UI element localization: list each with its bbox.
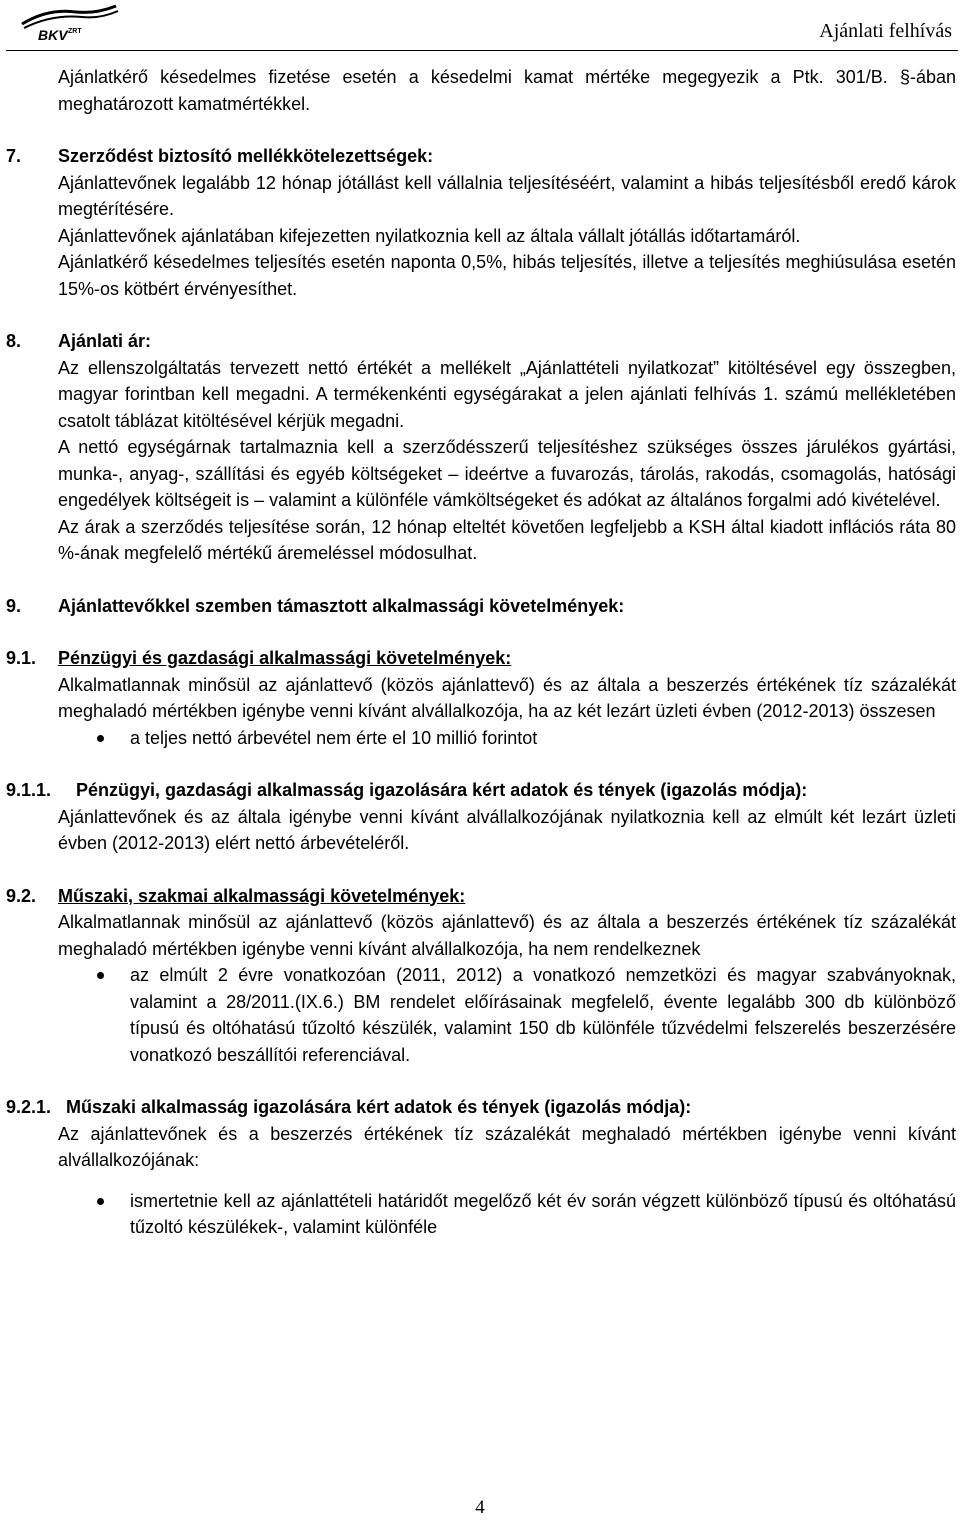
section-9-1-1 [6,777,956,857]
section-9-1-1-heading: Pénzügyi, gazdasági alkalmasság igazolására kért adatok és tények (igazolás módja): [76,780,808,800]
logo-text: BKV [38,27,68,43]
section-8-paragraph-1: Az ellenszolgáltatás tervezett nettó értékét a mellékelt „Ajánlattételi nyilatkozat” kitöltésével egy összegben, magyar forintban kell megadni. A termékenkénti egységárakat a jelen ajánlati felhívás 1. számú mellékletében csatolt táblázat kitöltésével kérjük megadni. [58,357,956,431]
section-9-1-1-number: 9.1.1. [6,780,52,800]
section-7-number: 7. [6,146,22,166]
section-9-2-bullet-list [58,962,956,1068]
list-item-text: a teljes nettó árbevétel nem érte el 10 millió forintot [130,727,538,748]
section-9-1-number: 9.1. [6,648,37,668]
list-item [58,1188,956,1241]
section-9-2-1-heading: Műszaki alkalmasság igazolására kért adatok és tények (igazolás módja): [66,1097,692,1117]
page-number: 4 [475,1497,485,1518]
section-9-2-1-bullet-list [58,1188,956,1241]
section-7-paragraph-1: Ajánlattevőnek legalább 12 hónap jótállást kell vállalnia teljesítéséért, valamint a hibás teljesítésből eredő károk megtérítésére. [58,172,956,219]
section-8-number: 8. [6,331,22,351]
section-9 [6,593,956,620]
section-9-2-heading: Műszaki, szakmai alkalmassági követelmények: [58,885,466,906]
list-item [58,962,956,1068]
bullet-icon [97,735,104,742]
section-8-paragraph-2: A nettó egységárnak tartalmaznia kell a szerződésszerű teljesítéshez szükséges összes járulékos gyártási, munka-, anyag-, szállítási és egyéb költségeket – ideértve a fuvarozás, tárolás, rakodás, csomagolás, hatósági engedélyek költségeit is – valamint a különféle vámköltségeket és adókat az általános forgalmi adó kivételével. [58,437,956,510]
section-7-paragraph-3: Ajánlatkérő késedelmes teljesítés esetén naponta 0,5%, hibás teljesítés, illetve a teljesítés meghiúsulása esetén 15%-os kötbért érvényesíthet. [58,252,956,299]
section-9-1 [6,645,956,751]
document-title: Ajánlati felhívás [819,20,952,42]
bullet-icon [97,972,104,979]
section-9-1-paragraph: Alkalmatlannak minősül az ajánlattevő (közös ajánlattevő) és az általa a beszerzés értékének tíz százalékát meghaladó mértékben igénybe venni kívánt alvállalkozója, ha az két lezárt üzleti évben (2012-2013) összesen [58,674,956,721]
section-7-heading: Szerződést biztosító mellékkötelezettségek: [58,146,434,166]
page-header [0,0,960,56]
section-8 [6,328,956,567]
section-9-2-1-number: 9.2.1. [6,1097,52,1117]
section-9-2-1 [6,1094,956,1241]
list-item-text: az elmúlt 2 évre vonatkozóan (2011, 2012) a vonatkozó nemzetközi és magyar szabványoknak, valamint a 28/2011.(IX.6.) BM rendelet előírásainak megfelelő, évente legalább 300 db különböző típusú és oltóhatású tűzoltó készülék, valamint 150 db különféle tűzvédelmi felszerelés beszerzésére vonatkozó beszállítói referenciával. [130,965,956,1065]
section-9-1-bullet-list [58,725,956,752]
section-9-1-1-paragraph: Ajánlattevőnek és az általa igénybe venni kívánt alvállalkozójának nyilatkoznia kell az elmúlt két lezárt üzleti évben (2012-2013) elért nettó árbevételéről. [58,806,956,853]
section-9-2-paragraph: Alkalmatlannak minősül az ajánlattevő (közös ajánlattevő) és az általa a beszerzés értékének tíz százalékát meghaladó mértékben igénybe venni kívánt alvállalkozója, ha nem rendelkeznek [58,912,956,959]
list-item [58,725,956,752]
list-item-text: ismertetnie kell az ajánlattételi határidőt megelőző két év során végzett különböző típusú és oltóhatású tűzoltó készülékek-, valamint különféle [130,1190,956,1237]
document-body [6,64,956,1241]
section-7 [6,143,956,302]
section-8-paragraph-3: Az árak a szerződés teljesítése során, 12 hónap elteltét követően legfeljebb a KSH által kiadott inflációs ráta 80 %-ának megfelelő mértékű áremeléssel módosulhat. [58,516,956,563]
header-divider [6,50,958,51]
section-9-number: 9. [6,595,22,616]
section-9-heading: Ajánlattevőkkel szemben támasztott alkalmassági követelmények: [58,595,625,616]
bkv-logo [18,2,122,44]
section-7-paragraph-2: Ajánlattevőnek ajánlatában kifejezetten nyilatkoznia kell az általa vállalt jótállás időtartamáról. [58,225,801,246]
section-8-heading: Ajánlati ár: [58,331,152,351]
section-9-1-heading: Pénzügyi és gazdasági alkalmassági követelmények: [58,648,512,668]
section-9-2-1-paragraph: Az ajánlattevőnek és a beszerzés értékének tíz százalékát meghaladó mértékben igénybe venni kívánt alvállalkozójának: [58,1123,956,1170]
section-9-2 [6,883,956,1069]
logo-sup: ZRT [68,28,82,35]
intro-paragraph: Ajánlatkérő késedelmes fizetése esetén a késedelmi kamat mértéke megegyezik a Ptk. 301/B. §-ában meghatározott kamatmértékkel. [58,67,956,114]
section-9-2-number: 9.2. [6,885,37,906]
bullet-icon [97,1198,104,1205]
